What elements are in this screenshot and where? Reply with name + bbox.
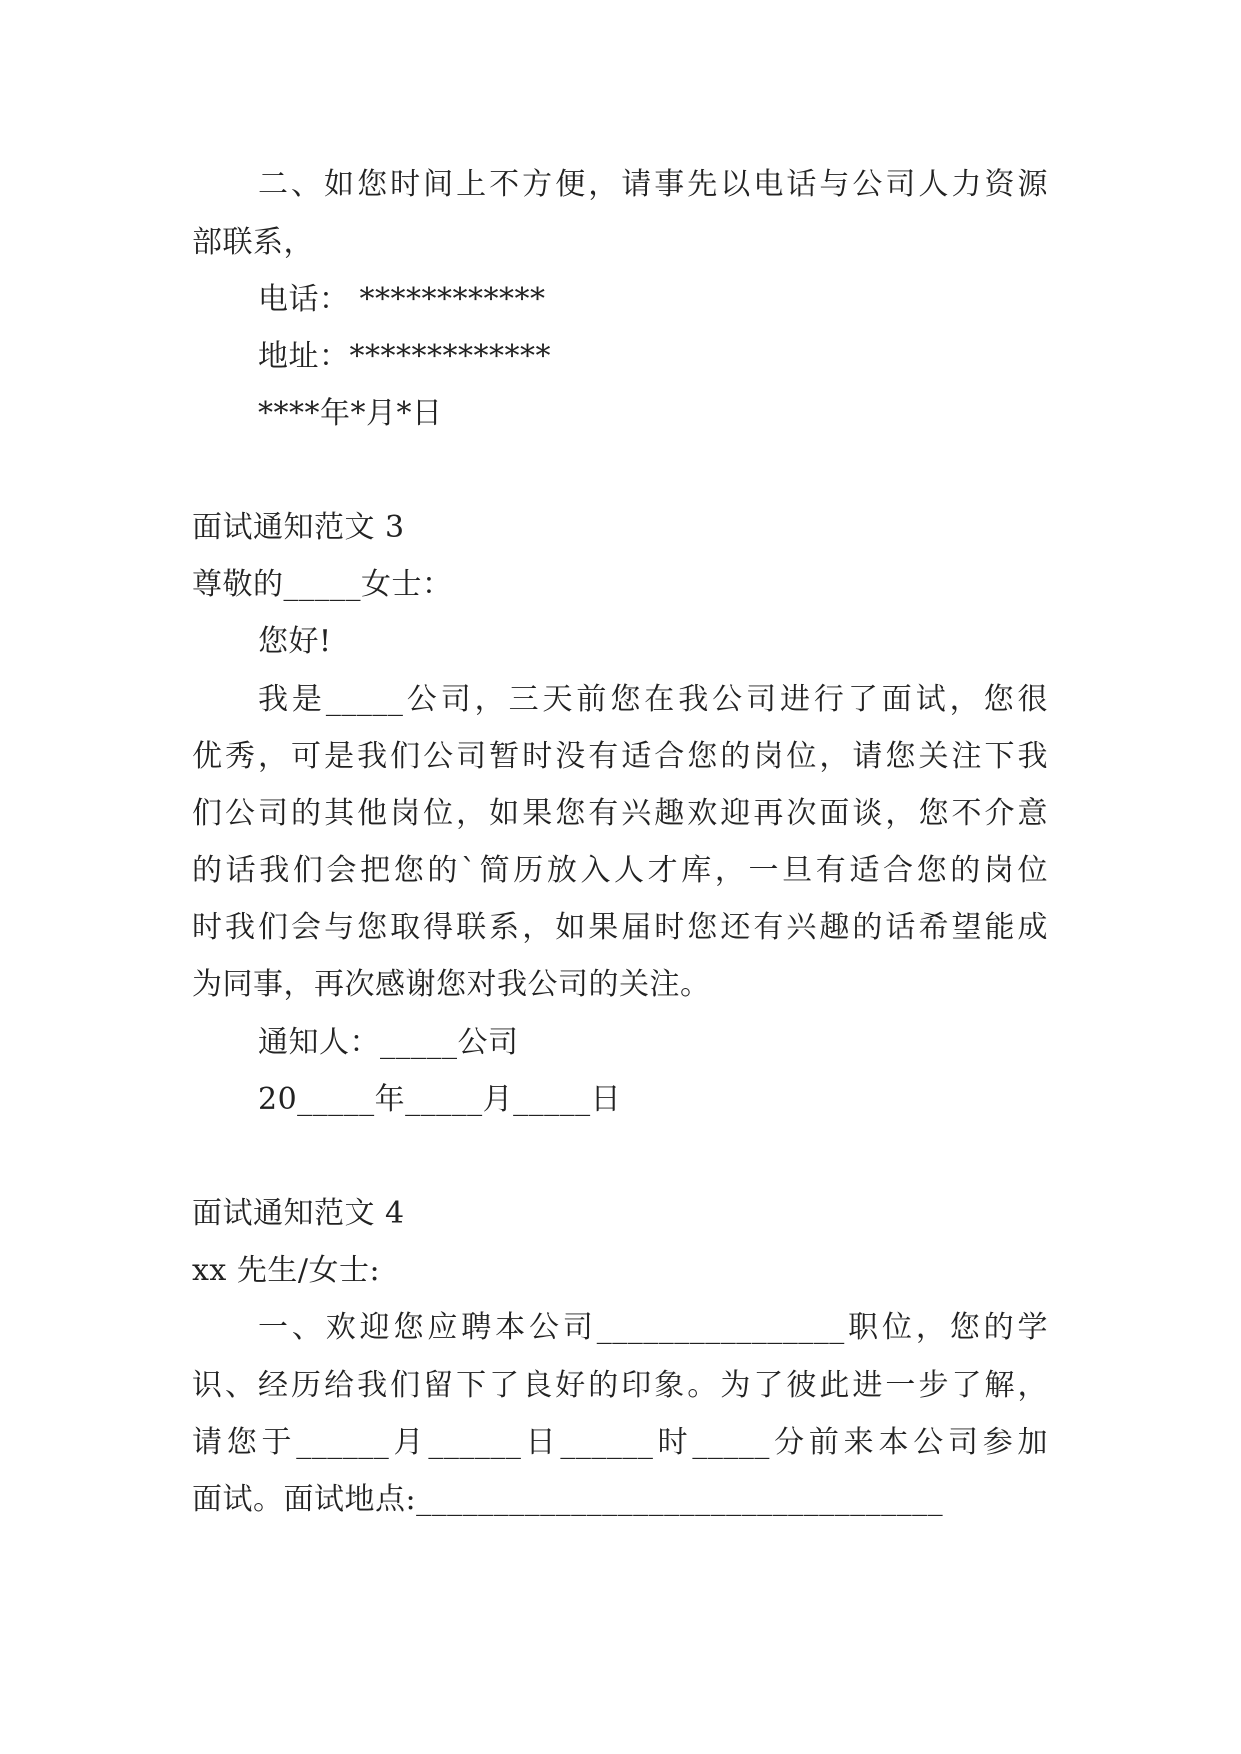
body-line-3-1: 我是_____公司，三天前您在我公司进行了面试，您很	[258, 682, 1048, 717]
salutation-3: 尊敬的_____女士：	[192, 567, 453, 602]
body-line-3-3: 们公司的其他岗位，如果您有兴趣欢迎再次面谈，您不介意	[192, 796, 1048, 831]
phone-line: 电话： ************	[258, 282, 546, 317]
address-line: 地址：*************	[258, 339, 551, 374]
greeting-3: 您好!	[258, 624, 332, 659]
body-line-4-3: 请您于______月______日______时_____分前来本公司参加	[192, 1425, 1048, 1460]
body-line-3-2: 优秀，可是我们公司暂时没有适合您的岗位，请您关注下我	[192, 739, 1048, 774]
paragraph-line-2: 部联系，	[192, 225, 314, 260]
body-line-4-4: 面试。面试地点:__________________________________	[192, 1482, 944, 1517]
salutation-4: xx 先生/女士:	[192, 1253, 381, 1288]
section-title-3: 面试通知范文 3	[192, 510, 405, 545]
body-line-3-4: 的话我们会把您的`简历放入人才库，一旦有适合您的岗位	[192, 853, 1048, 888]
date-line: ****年*月*日	[258, 396, 443, 431]
paragraph-line-1: 二、如您时间上不方便，请事先以电话与公司人力资源	[258, 167, 1048, 202]
body-line-4-2: 识、经历给我们留下了良好的印象。为了彼此进一步了解，	[192, 1368, 1048, 1403]
body-line-3-6: 为同事，再次感谢您对我公司的关注。	[192, 967, 711, 1002]
notifier-line-3: 通知人：_____公司	[258, 1025, 519, 1060]
section-title-4: 面试通知范文 4	[192, 1196, 405, 1231]
date-line-3: 20_____年_____月_____日	[258, 1082, 622, 1117]
body-line-3-5: 时我们会与您取得联系，如果届时您还有兴趣的话希望能成	[192, 910, 1048, 945]
body-line-4-1: 一、欢迎您应聘本公司________________职位，您的学	[258, 1310, 1048, 1345]
